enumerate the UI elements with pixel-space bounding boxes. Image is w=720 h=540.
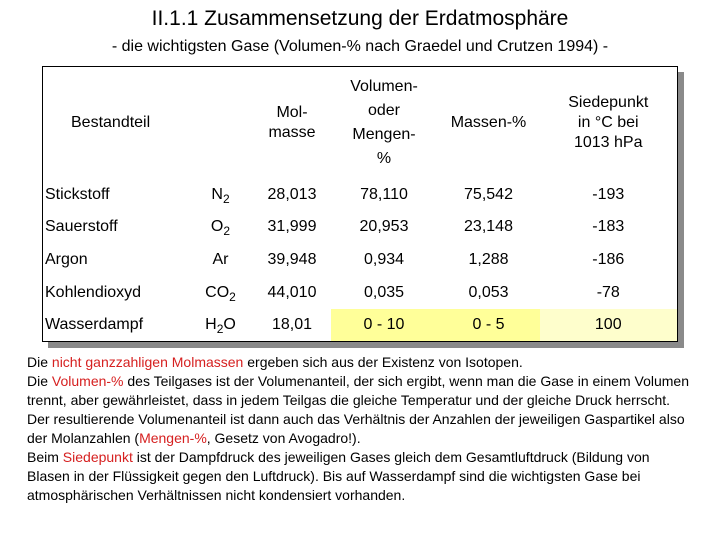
molmasse-value: 28,013 — [267, 185, 317, 203]
volumen-value: 0,035 — [363, 283, 405, 301]
gas-name: Argon — [45, 250, 88, 268]
note-siedepunkt: Beim Siedepunkt ist der Dampfdruck des jeweiligen Gases gleich dem Gesamtluftdruck (Bildung von Blasen in der Flüssigkeit gegen den Luftdruck). Bis auf Wasserdampf sind die wichtigsten Gase bei atmosphärischen Verhältnissen nicht kondensiert vorhanden. — [27, 449, 650, 503]
note-isotopes: Die nicht ganzzahligen Molmassen ergeben sich aus der Existenz von Isotopen. — [27, 354, 523, 370]
gas-composition-table — [42, 66, 678, 342]
siedepunkt-value: -186 — [592, 250, 625, 268]
header-bestandteil: Bestandteil — [71, 113, 151, 131]
gas-name: Wasserdampf — [45, 315, 144, 333]
term-volumen: Volumen-% — [51, 373, 124, 389]
header-siedepunkt: Siedepunkt in °C bei 1013 hPa — [568, 93, 649, 151]
table-row — [43, 244, 678, 277]
volumen-value: 78,110 — [360, 185, 408, 203]
massen-value: 0,053 — [468, 283, 509, 301]
gas-formula: $H_2O$ — [205, 315, 236, 336]
molmasse-value: 44,010 — [267, 283, 317, 301]
volumen-value: 0,934 — [363, 250, 405, 268]
massen-value: 23,148 — [464, 218, 513, 236]
gas-formula: $CO_2$ — [205, 283, 236, 304]
gas-name: Sauerstoff — [45, 218, 118, 236]
gas-name: Kohlendioxyd — [45, 283, 142, 301]
page-subtitle: - die wichtigsten Gase (Volumen-% nach Graedel und Crutzen 1994) - — [111, 38, 609, 55]
massen-value: 75,542 — [464, 185, 513, 203]
massen-value-highlighted: 0 - 5 — [438, 309, 540, 342]
header-massen: Massen-% — [450, 113, 527, 131]
header-molmasse: Mol- masse — [268, 103, 316, 141]
header-volumen: Volumen- oder Mengen- % — [350, 77, 418, 167]
term-siedepunkt: Siedepunkt — [62, 449, 133, 465]
table-header-row — [43, 67, 678, 179]
page-title: II.1.1 Zusammensetzung der Erdatmosphäre — [151, 7, 569, 30]
table-row — [43, 211, 678, 244]
gas-formula: $O_2$ — [210, 218, 231, 239]
siedepunkt-value: -78 — [596, 283, 620, 301]
term-mengen: Mengen-% — [139, 430, 207, 446]
term-molmassen: nicht ganzzahligen Molmassen — [51, 354, 244, 370]
note-avogadro: Der resultierende Volumenanteil ist dann auch das Verhältnis der Anzahlen der jeweiligen Gaspartikel also der Molanzahlen (Mengen-%, Gesetz von Avogadro!). — [27, 411, 685, 446]
molmasse-value: 31,999 — [267, 218, 317, 236]
gas-formula: $N_2$ — [211, 185, 230, 206]
table-row — [43, 179, 678, 212]
siedepunkt-value: -193 — [592, 185, 625, 203]
table-row — [43, 309, 678, 342]
molmasse-value: 39,948 — [267, 250, 317, 268]
gas-name: Stickstoff — [45, 185, 110, 203]
explanatory-notes — [27, 353, 695, 505]
note-volumen: Die Volumen-% des Teilgases ist der Volumenanteil, der sich ergibt, wenn man die Gase in einem Volumen trennt, aber gewährleistet, dass in jedem Teilgas die gleiche Temperatur und der gleiche Druck herrscht. — [27, 373, 690, 408]
header-formula — [188, 67, 254, 179]
volumen-value: 20,953 — [359, 218, 409, 236]
siedepunkt-value: -183 — [592, 218, 625, 236]
volumen-value-highlighted: 0 - 10 — [331, 309, 438, 342]
table-row — [43, 276, 678, 309]
siedepunkt-value-highlighted: 100 — [540, 309, 678, 342]
gas-formula: Ar — [212, 250, 229, 268]
massen-value: 1,288 — [468, 250, 509, 268]
molmasse-value: 18,01 — [271, 315, 313, 333]
